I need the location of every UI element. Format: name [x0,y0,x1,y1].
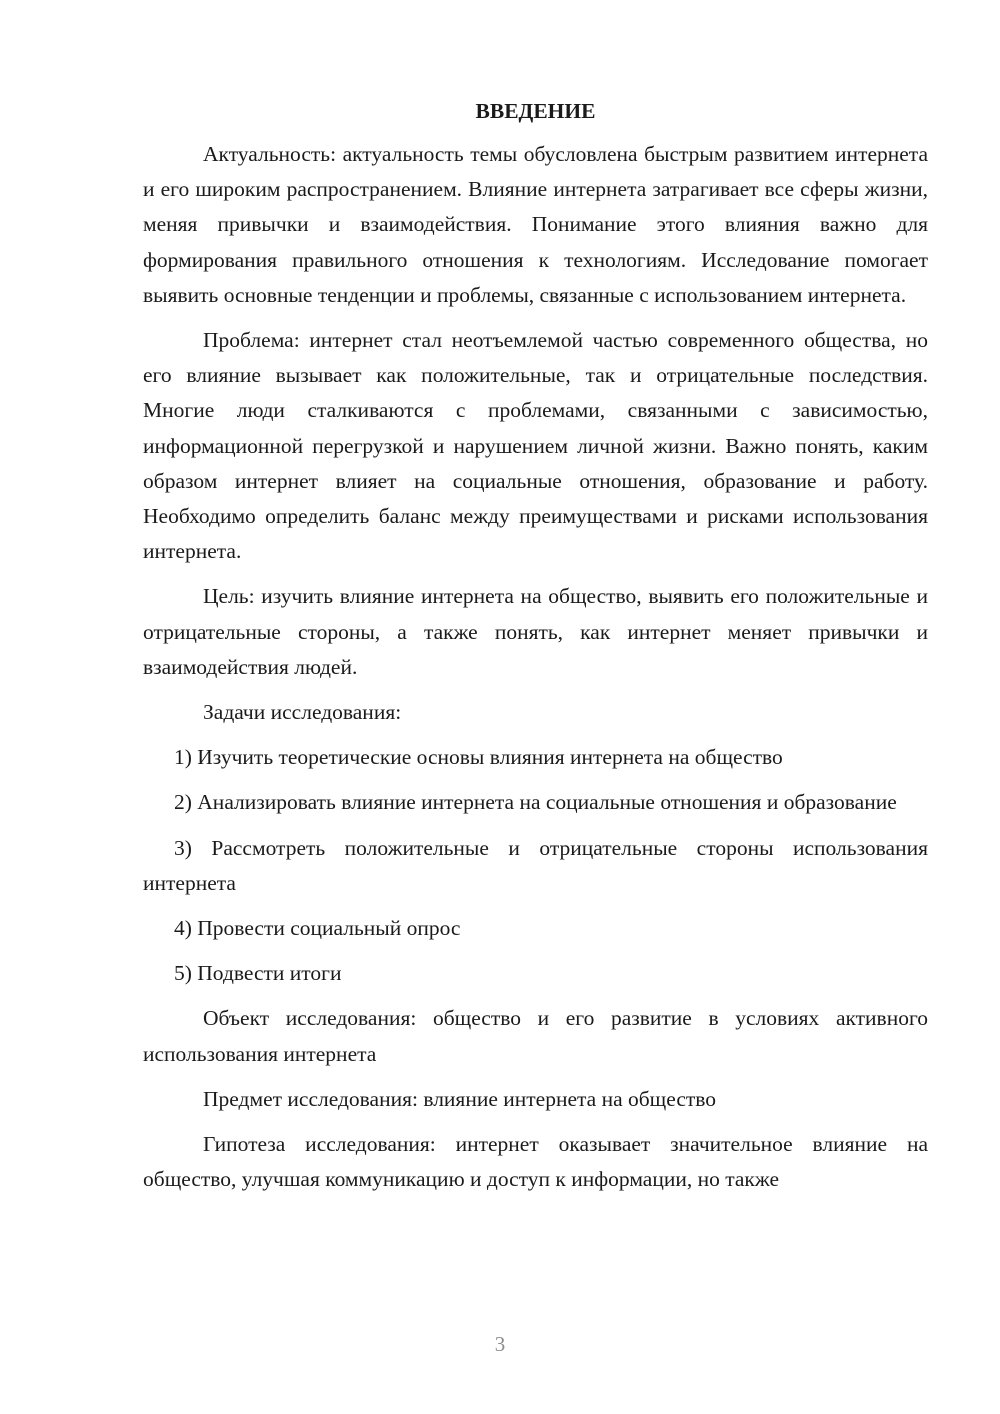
paragraph-problem: Проблема: интернет стал неотъемлемой частью современного общества, но его влияние вызывает как положительные, так и отрицательные последствия. Многие люди сталкиваются с проблемами, связанными с зависимостью, информационной перегрузкой и нарушением личной жизни. Важно понять, каким образом интернет влияет на социальные отношения, образование и работу. Необходимо определить баланс между преимуществами и рисками использования интернета. [143,328,928,564]
paragraph-relevance: Актуальность: актуальность темы обусловлена быстрым развитием интернета и его широким распространением. Влияние интернета затрагивает все сферы жизни, меняя привычки и взаимодействия. Понимание этого влияния важно для формирования правильного отношения к технологиям. Исследование помогает выявить основные тенденции и проблемы, связанные с использованием интернета. [143,142,928,307]
paragraph-hypothesis: Гипотеза исследования: интернет оказывает значительное влияние на общество, улучшая коммуникацию и доступ к информации, но также [143,1132,928,1192]
paragraph-goal: Цель: изучить влияние интернета на общество, выявить его положительные и отрицательные стороны, а также понять, как интернет меняет привычки и взаимодействия людей. [143,584,928,679]
task-item-2: 2) Анализировать влияние интернета на социальные отношения и образование [174,790,897,815]
page-number: 3 [494,1332,506,1356]
task-item-4: 4) Провести социальный опрос [174,916,461,941]
paragraph-subject: Предмет исследования: влияние интернета на общество [203,1086,717,1111]
document-page [143,96,928,1197]
page-title: ВВЕДЕНИЕ [475,99,596,123]
task-item-3: 3) Рассмотреть положительные и отрицательные стороны использования интернета [143,835,928,895]
paragraph-tasks-heading: Задачи исследования: [203,700,402,725]
task-item-5: 5) Подвести итоги [174,961,342,986]
task-item-1: 1) Изучить теоретические основы влияния интернета на общество [174,745,783,770]
paragraph-object: Объект исследования: общество и его развитие в условиях активного использования интернета [143,1006,928,1066]
